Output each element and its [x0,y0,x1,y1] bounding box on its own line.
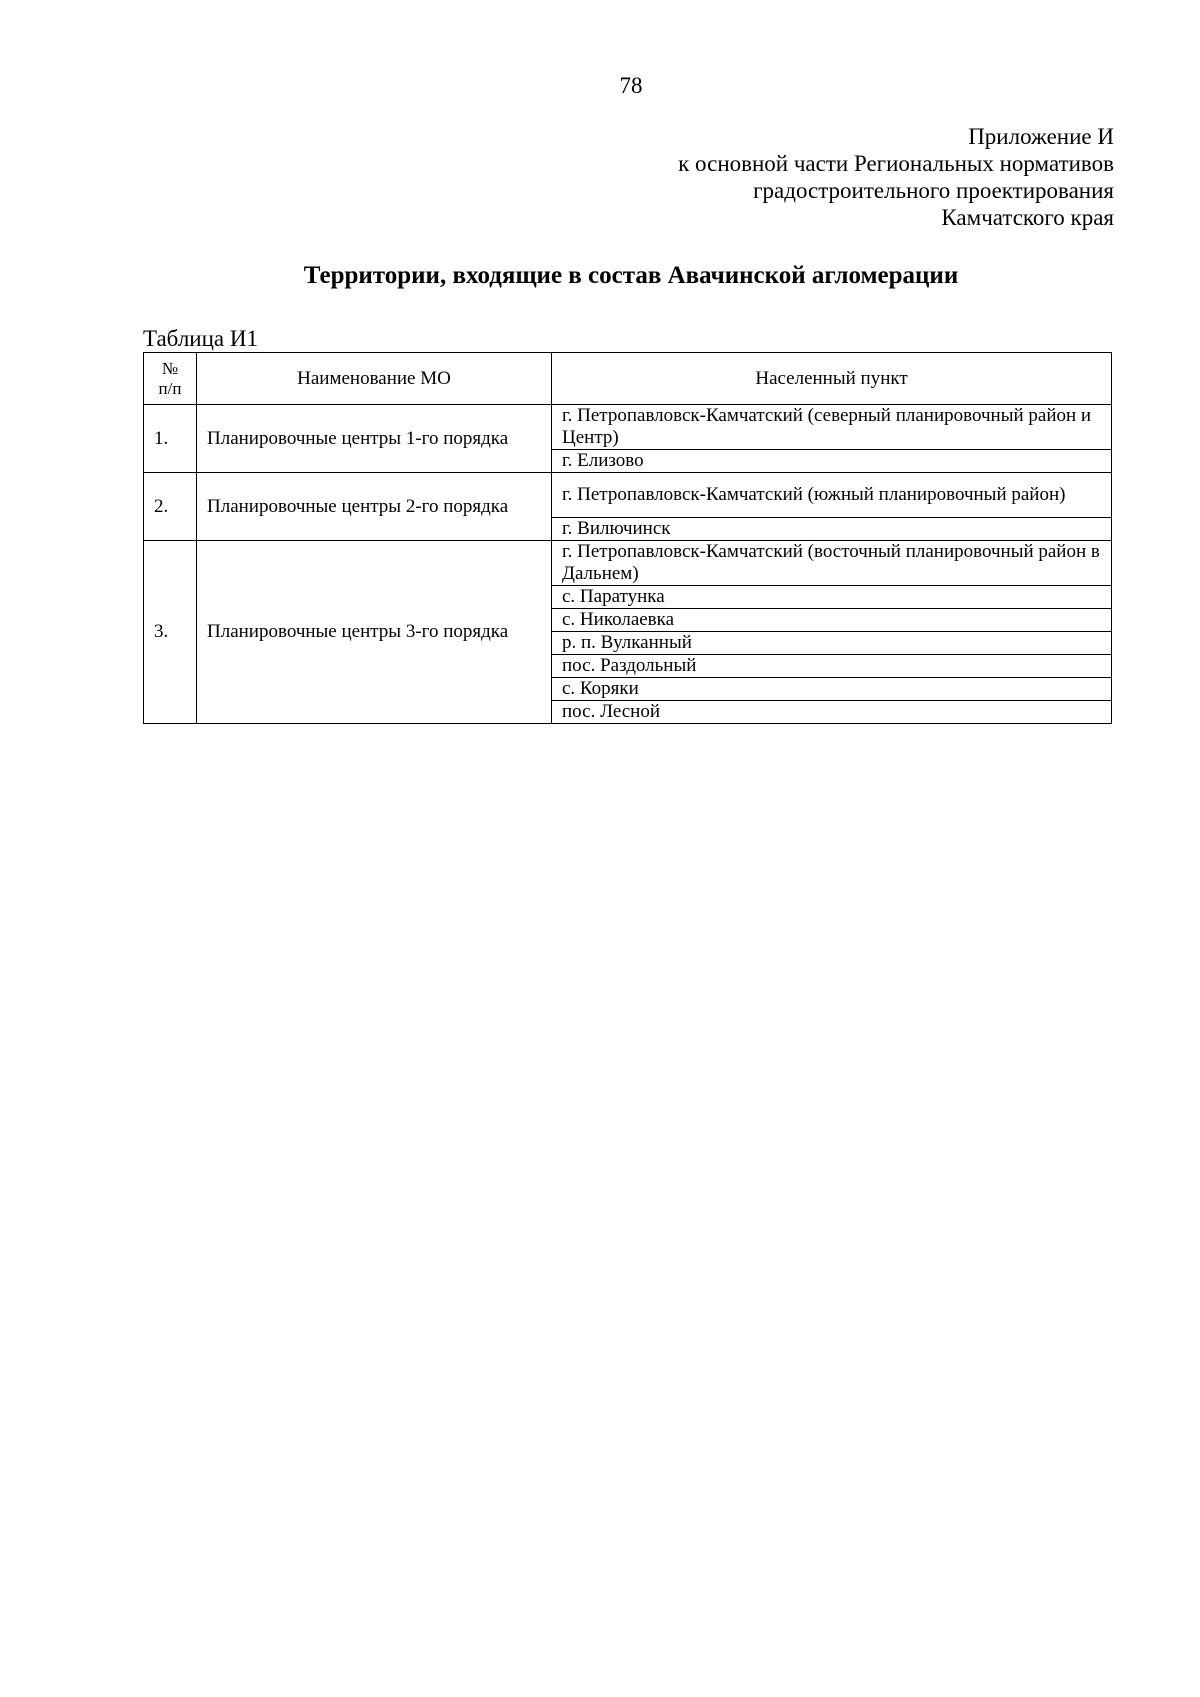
territories-table [143,352,1112,724]
row-number: 3. [144,541,197,724]
settlement-cell: р. п. Вулканный [552,632,1112,655]
mo-name-cell: Планировочные центры 1-го порядка [197,405,552,473]
settlement-cell: г. Елизово [552,450,1112,473]
settlement-cell: г. Петропавловск-Камчатский (южный планировочный район) [552,473,1112,518]
page-number: 78 [619,73,643,98]
settlement-cell: г. Вилючинск [552,518,1112,541]
row-number: 2. [144,473,197,541]
table-label: Таблица И1 [143,326,258,351]
document-title: Территории, входящие в состав Авачинской агломерации [303,262,959,289]
settlement-cell: с. Паратунка [552,586,1112,609]
mo-name-cell: Планировочные центры 2-го порядка [197,473,552,541]
mo-name-cell: Планировочные центры 3-го порядка [197,541,552,724]
header-number-symbol: № [161,358,179,378]
table-row [144,473,1112,518]
settlement-cell: пос. Раздольный [552,655,1112,678]
settlement-cell: с. Коряки [552,678,1112,701]
appendix-line: к основной части Региональных нормативов [678,151,1114,176]
header-number-abbr: п/п [158,378,182,398]
settlement-cell: с. Николаевка [552,609,1112,632]
appendix-line: Приложение И [968,124,1114,149]
appendix-line: градостроительного проектирования [753,178,1114,203]
appendix-note [678,123,1114,231]
settlement-cell: г. Петропавловск-Камчатский (восточный планировочный район в Дальнем) [552,541,1112,586]
header-mo-name: Наименование МО [197,353,552,405]
table-row [144,541,1112,586]
header-settlement: Населенный пункт [552,353,1112,405]
header-number [144,353,197,405]
row-number: 1. [144,405,197,473]
settlement-cell: г. Петропавловск-Камчатский (северный планировочный район и Центр) [552,405,1112,450]
table-row [144,405,1112,450]
appendix-line: Камчатского края [941,205,1114,230]
table-header-row [144,353,1112,405]
settlement-cell: пос. Лесной [552,701,1112,724]
